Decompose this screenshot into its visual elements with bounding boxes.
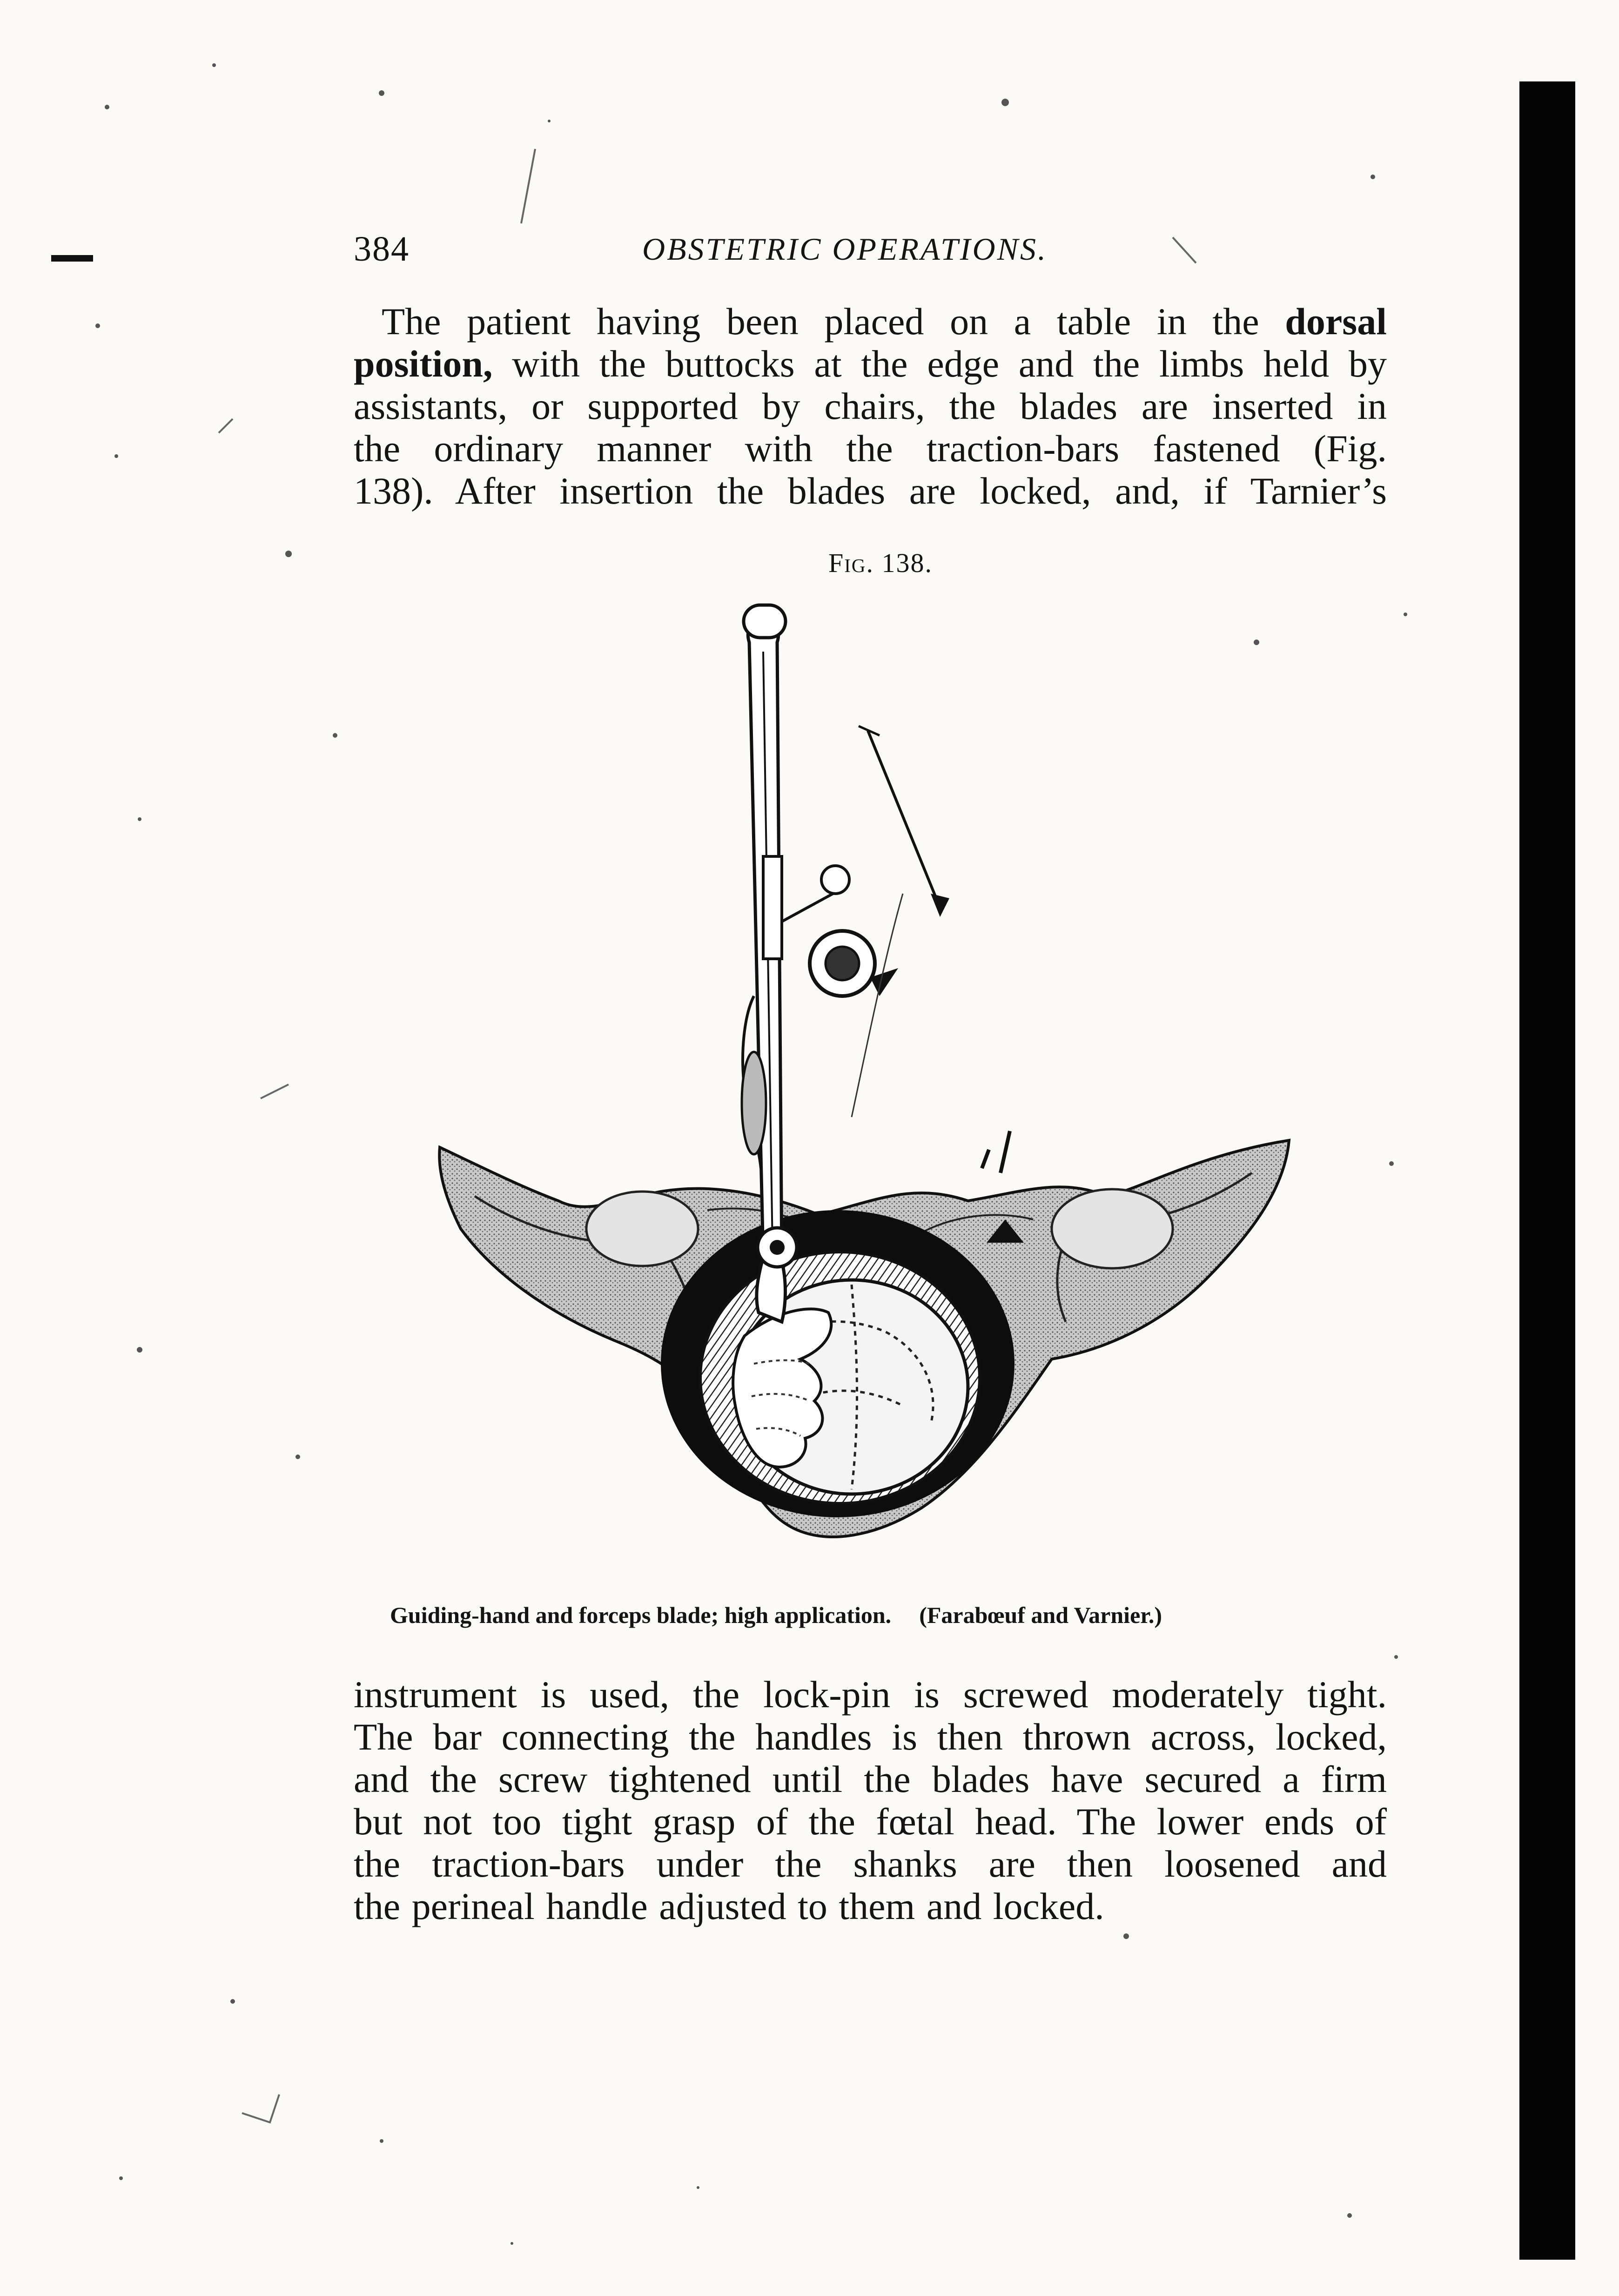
paragraph-1-line: 138). After insertion the blades are locked, and, if Tarnier’s <box>354 470 1387 512</box>
emphasis-word: dorsal <box>1285 300 1387 343</box>
paragraph-1-line: the ordinary manner with the traction-bars fastened (Fig. <box>354 427 1387 470</box>
traction-arrow <box>852 726 949 1117</box>
paragraph-1-line: The patient having been placed on a table in the dorsal <box>382 300 1387 343</box>
paragraph-1 <box>354 300 1387 512</box>
paragraph-2-line: The bar connecting the handles is then thrown across, locked, <box>354 1716 1387 1758</box>
paragraph-2-line: but not too tight grasp of the fœtal head. The lower ends of <box>354 1800 1387 1843</box>
margin-mark <box>51 255 93 262</box>
figure-label <box>828 545 933 582</box>
forceps-illustration <box>419 596 1312 1587</box>
figure-label-prefix: Fig. <box>828 548 874 578</box>
figure-caption <box>390 1596 1423 1634</box>
running-head: OBSTETRIC OPERATIONS. <box>642 231 1048 267</box>
paragraph-2-line: the perineal handle adjusted to them and locked. <box>354 1885 1104 1927</box>
paragraph-2 <box>354 1673 1387 1927</box>
emphasis-word: position, <box>354 343 493 385</box>
figure-label-number: 138. <box>881 548 933 578</box>
paragraph-1-line: position, with the buttocks at the edge and the limbs held by <box>354 343 1387 385</box>
paragraph-1-line: assistants, or supported by chairs, the blades are inserted in <box>354 385 1387 427</box>
paragraph-2-line: and the screw tightened until the blades have secured a firm <box>354 1758 1387 1800</box>
page-header <box>354 223 1387 275</box>
page-number: 384 <box>354 229 410 269</box>
figure-credit: (Farabœuf and Varnier.) <box>919 1602 1162 1628</box>
paragraph-2-line: the traction-bars under the shanks are then loosened and <box>354 1843 1387 1885</box>
figure-caption-text: Guiding-hand and forceps blade; high application. <box>390 1602 892 1628</box>
binding-shadow <box>1519 81 1575 2260</box>
paragraph-2-line: instrument is used, the lock-pin is screwed moderately tight. <box>354 1673 1387 1716</box>
